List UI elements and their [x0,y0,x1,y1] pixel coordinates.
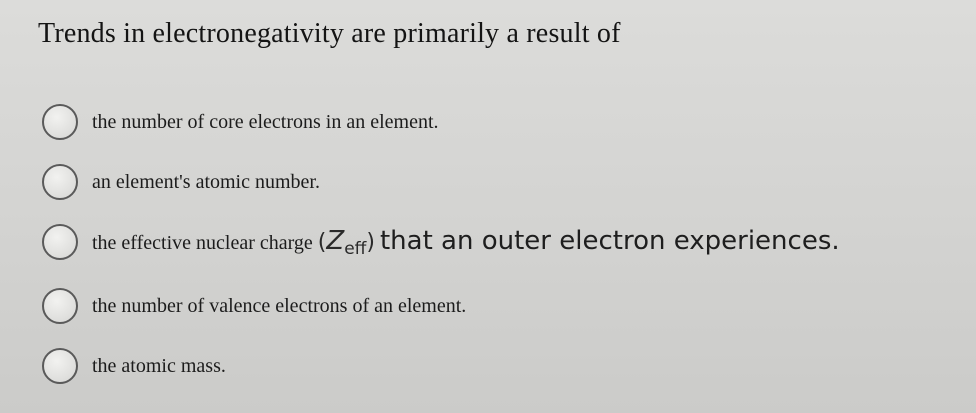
option-label-part: that an outer electron experiences. [379,225,840,256]
option-core-electrons[interactable] [42,100,439,144]
radio-button[interactable] [42,164,78,200]
answer-options [42,96,962,396]
zeff-subscript: eff [344,238,367,259]
option-label-part: the effective nuclear charge [92,231,313,254]
option-label: the atomic mass. [92,354,226,377]
option-label: the number of core electrons in an element. [92,110,439,133]
open-paren: ( [317,229,327,255]
option-atomic-number[interactable] [42,160,320,204]
option-label: an element's atomic number. [92,170,320,193]
option-label [92,226,840,259]
radio-button[interactable] [42,348,78,384]
close-paren: ) [366,229,375,255]
radio-button[interactable] [42,288,78,324]
radio-button[interactable] [42,224,78,260]
option-valence-electrons[interactable] [42,284,466,328]
radio-button[interactable] [42,104,78,140]
option-atomic-mass[interactable] [42,344,226,388]
option-label: the number of valence electrons of an element. [92,294,467,317]
zeff-symbol: Z [326,225,345,256]
question-text: Trends in electronegativity are primarily a result of [38,18,621,49]
option-effective-nuclear-charge[interactable] [42,220,840,264]
